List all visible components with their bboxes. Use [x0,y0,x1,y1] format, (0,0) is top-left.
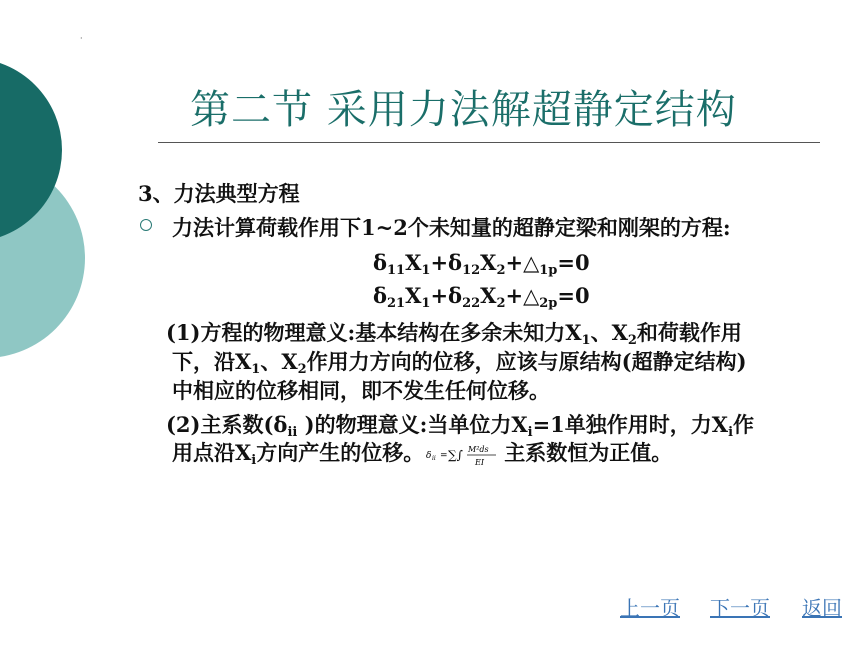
decorative-dot: · [80,34,83,43]
svg-text:EI: EI [475,457,485,467]
para2-line2: 用点沿$X_i$方向产生的位移。 δ ii = ∑∫ M²ds EI 主系数恒为正值。 [172,440,673,468]
decorative-circles [0,0,140,645]
svg-text:δ: δ [426,450,432,461]
section-heading: 3、力法典型方程 [138,181,300,206]
svg-text:∑∫: ∑∫ [448,447,464,462]
back-link[interactable]: 返回 [802,596,842,620]
svg-text:ii: ii [432,454,437,462]
para1-line2: 下，沿$X_1$、$X_2$作用力方向的位移，应该与原结构(超静定结构) [172,349,747,377]
equation-2: $\delta_{21}X_1+\delta_{22}X_2+\triangle_{2p}=0$ [373,283,590,311]
para1-line3: 中相应的位移相同，即不发生任何位移。 [172,378,550,403]
equation-1: $\delta_{11}X_1+\delta_{12}X_2+\triangle_{1p}=0$ [373,250,590,278]
prev-page-link[interactable]: 上一页 [620,596,680,620]
page-title: 第二节 采用力法解超静定结构 [190,87,737,133]
para2-line1: (2)主系数($\delta_{ii}$ )的物理意义:当单位力$X_i=1$单独作用时，力$X_i$作 [166,412,755,440]
title-divider [158,142,820,143]
next-page-link[interactable]: 下一页 [710,596,770,620]
principal-coefficient-formula [426,441,502,469]
bullet-icon [140,219,152,231]
bullet-text: 力法计算荷载作用下1~2个未知量的超静定梁和刚架的方程: [172,215,731,240]
svg-text:M²ds: M²ds [468,444,489,454]
para1-line1: (1)方程的物理意义:基本结构在多余未知力$X_1$、$X_2$和荷载作用 [166,320,742,348]
svg-text:=: = [440,450,448,461]
